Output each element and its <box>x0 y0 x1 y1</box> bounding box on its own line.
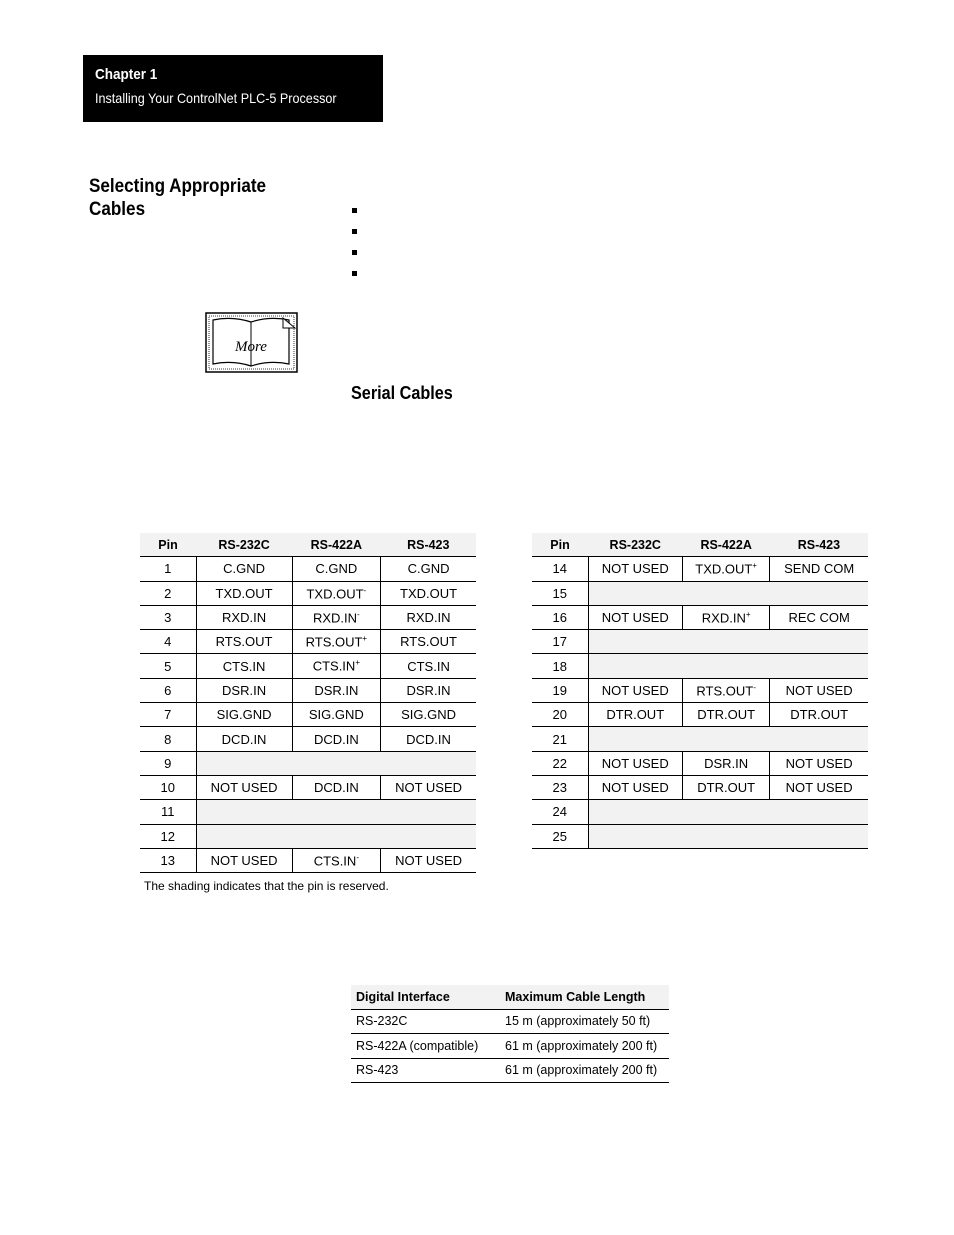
cell-text: RTS.OUT <box>400 634 457 650</box>
cell-text: DCD.IN <box>406 731 451 747</box>
pin-cell: 8 <box>140 727 196 751</box>
table-row <box>140 800 476 824</box>
table-cell <box>683 703 770 727</box>
polarity-mark: - <box>753 682 756 692</box>
table-cell <box>683 775 770 799</box>
table-cell <box>381 848 476 872</box>
pin-cell: 2 <box>140 581 196 605</box>
reserved-cell <box>588 654 868 678</box>
table-row <box>140 727 476 751</box>
table-cell <box>770 751 868 775</box>
table-cell <box>770 557 868 581</box>
table-row <box>532 727 868 751</box>
col-header: RS-232C <box>588 533 683 557</box>
cell-text: RXD.IN <box>701 610 746 626</box>
table-cell <box>381 678 476 702</box>
pin-cell: 11 <box>140 800 196 824</box>
table-row <box>140 703 476 727</box>
table-cell <box>292 848 380 872</box>
chapter-header <box>83 55 383 122</box>
reserved-cell <box>588 800 868 824</box>
table-row <box>140 824 476 848</box>
table-cell: RS-232C <box>351 1009 500 1034</box>
pin-cell: 16 <box>532 605 588 629</box>
cell-text: TXD.OUT <box>695 561 753 577</box>
cell-text: RTS.OUT <box>305 634 363 650</box>
table-cell <box>770 605 868 629</box>
polarity-mark: - <box>357 609 360 619</box>
cell-text: NOT USED <box>601 561 669 577</box>
pin-cell: 12 <box>140 824 196 848</box>
col-header: RS-232C <box>196 533 292 557</box>
cell-text: SEND COM <box>784 561 855 577</box>
cell-text: CTS.IN <box>312 658 356 674</box>
table-row <box>532 581 868 605</box>
table-cell <box>588 751 683 775</box>
col-header: Digital Interface <box>351 985 500 1009</box>
cell-text: DCD.IN <box>313 731 359 747</box>
table-cell <box>292 654 380 678</box>
polarity-mark: + <box>362 634 368 644</box>
cell-text: RXD.IN <box>222 610 267 626</box>
reserved-cell <box>196 800 476 824</box>
polarity-mark: + <box>752 561 758 571</box>
table-row <box>532 775 868 799</box>
cell-text: CTS.IN <box>313 853 357 869</box>
cable-length-table <box>351 985 669 1083</box>
table-row <box>532 630 868 654</box>
cell-text: NOT USED <box>601 610 669 626</box>
table-cell <box>683 751 770 775</box>
cell-text: DSR.IN <box>406 682 451 698</box>
table-cell <box>196 654 292 678</box>
polarity-mark: + <box>355 658 360 668</box>
table-cell <box>292 775 380 799</box>
table-row <box>351 1034 669 1059</box>
table-cell <box>196 703 292 727</box>
cell-text: DTR.OUT <box>790 707 849 723</box>
pin-cell: 6 <box>140 678 196 702</box>
bullet-icon <box>352 229 357 234</box>
table-header-row <box>532 533 868 557</box>
table-cell <box>381 775 476 799</box>
cell-text: DCD.IN <box>313 780 359 796</box>
table-cell <box>196 630 292 654</box>
pin-cell: 10 <box>140 775 196 799</box>
bullet-icon <box>352 208 357 213</box>
table-cell <box>588 775 683 799</box>
table-cell: 61 m (approximately 200 ft) <box>500 1034 669 1059</box>
table-cell <box>588 557 683 581</box>
table-cell <box>196 848 292 872</box>
pin-cell: 15 <box>532 581 588 605</box>
table-cell <box>292 605 380 629</box>
pin-table-left <box>140 533 476 873</box>
pin-cell: 21 <box>532 727 588 751</box>
pin-cell: 5 <box>140 654 196 678</box>
cell-text: TXD.OUT <box>306 585 364 601</box>
cell-text: TXD.OUT <box>215 585 273 601</box>
table-row <box>140 751 476 775</box>
table-cell <box>588 605 683 629</box>
table-row <box>532 824 868 848</box>
table-cell <box>196 678 292 702</box>
table-cell <box>588 678 683 702</box>
table-row <box>140 605 476 629</box>
reserved-cell <box>196 824 476 848</box>
cell-text: NOT USED <box>395 853 462 868</box>
pin-cell: 7 <box>140 703 196 727</box>
table-cell <box>196 557 292 581</box>
cell-text: RTS.OUT <box>215 634 273 650</box>
cell-text: NOT USED <box>601 755 669 771</box>
cell-text: NOT USED <box>785 780 853 796</box>
bullet-icon <box>352 250 357 255</box>
cell-text: C.GND <box>407 561 450 577</box>
table-row <box>532 557 868 581</box>
table-cell <box>292 727 380 751</box>
col-header: RS-422A <box>292 533 380 557</box>
pin-cell: 19 <box>532 678 588 702</box>
pin-cell: 18 <box>532 654 588 678</box>
cell-text: C.GND <box>223 561 265 577</box>
table-cell <box>770 775 868 799</box>
table-cell <box>683 678 770 702</box>
table-row <box>532 751 868 775</box>
reserved-cell <box>196 751 476 775</box>
table-row <box>140 581 476 605</box>
table-cell <box>292 581 380 605</box>
table-cell <box>683 605 770 629</box>
cell-text: C.GND <box>315 561 358 577</box>
more-label: More <box>235 339 267 355</box>
pin-cell: 23 <box>532 775 588 799</box>
cell-text: NOT USED <box>601 682 669 698</box>
cell-text: TXD.OUT <box>400 585 458 601</box>
pin-cell: 9 <box>140 751 196 775</box>
pin-cell: 14 <box>532 557 588 581</box>
cell-text: SIG.GND <box>216 707 272 723</box>
cell-text: NOT USED <box>210 853 278 868</box>
cell-text: NOT USED <box>601 780 669 796</box>
table-row <box>351 1009 669 1034</box>
table-header-row <box>351 985 669 1009</box>
col-header: RS-423 <box>770 533 868 557</box>
col-header: RS-423 <box>381 533 476 557</box>
table-row <box>532 703 868 727</box>
table-row <box>532 654 868 678</box>
polarity-mark: + <box>745 609 751 619</box>
table-cell: RS-422A (compatible) <box>351 1034 500 1059</box>
pin-cell: 24 <box>532 800 588 824</box>
table-cell <box>292 703 380 727</box>
table-row <box>140 654 476 678</box>
pin-cell: 4 <box>140 630 196 654</box>
table-cell <box>196 775 292 799</box>
table-cell <box>588 703 683 727</box>
cell-text: RXD.IN <box>312 610 358 626</box>
table-cell <box>292 630 380 654</box>
cell-text: DTR.OUT <box>606 707 665 723</box>
reserved-cell <box>588 581 868 605</box>
table-cell <box>292 557 380 581</box>
pin-cell: 1 <box>140 557 196 581</box>
table-row <box>140 775 476 799</box>
cell-text: RXD.IN <box>406 610 451 626</box>
cell-text: DSR.IN <box>314 682 359 698</box>
serial-cables-heading: Serial Cables <box>351 383 453 403</box>
table-cell <box>381 654 476 678</box>
cell-text: DCD.IN <box>221 731 267 747</box>
cell-text: NOT USED <box>210 780 278 796</box>
chapter-subtitle: Installing Your ControlNet PLC-5 Processor <box>95 90 337 106</box>
reserved-cell <box>588 630 868 654</box>
polarity-mark: - <box>356 852 359 862</box>
pin-cell: 17 <box>532 630 588 654</box>
table-cell: 15 m (approximately 50 ft) <box>500 1009 669 1034</box>
shading-note: The shading indicates that the pin is reserved. <box>144 879 389 893</box>
table-row <box>351 1058 669 1083</box>
reserved-cell <box>588 727 868 751</box>
reserved-cell <box>588 824 868 848</box>
col-header: Pin <box>140 533 196 557</box>
table-cell <box>770 703 868 727</box>
pin-cell: 3 <box>140 605 196 629</box>
table-row <box>140 630 476 654</box>
more-book-icon <box>205 312 298 373</box>
table-cell <box>381 630 476 654</box>
cell-text: NOT USED <box>785 682 853 698</box>
bullet-list <box>352 208 357 292</box>
cell-text: NOT USED <box>785 755 853 771</box>
cell-text: CTS.IN <box>222 658 266 674</box>
table-cell <box>196 581 292 605</box>
pin-cell: 25 <box>532 824 588 848</box>
polarity-mark: - <box>363 585 367 595</box>
pin-cell: 22 <box>532 751 588 775</box>
col-header: Maximum Cable Length <box>500 985 669 1009</box>
table-cell <box>381 581 476 605</box>
pin-cell: 13 <box>140 848 196 872</box>
pin-table-right <box>532 533 868 849</box>
cell-text: DTR.OUT <box>697 780 756 796</box>
cell-text: SIG.GND <box>308 707 364 723</box>
table-cell <box>292 678 380 702</box>
cell-text: DSR.IN <box>222 682 267 698</box>
table-cell <box>770 678 868 702</box>
cell-text: REC COM <box>788 610 850 626</box>
table-row <box>140 678 476 702</box>
table-header-row <box>140 533 476 557</box>
table-cell <box>381 703 476 727</box>
table-cell: RS-423 <box>351 1058 500 1083</box>
chapter-number: Chapter 1 <box>95 66 158 83</box>
table-cell <box>683 557 770 581</box>
bullet-icon <box>352 271 357 276</box>
table-cell <box>196 605 292 629</box>
cell-text: SIG.GND <box>401 707 456 723</box>
table-row <box>532 800 868 824</box>
table-cell <box>381 605 476 629</box>
cell-text: DSR.IN <box>704 755 749 771</box>
table-row <box>532 678 868 702</box>
table-row <box>140 848 476 872</box>
pin-cell: 20 <box>532 703 588 727</box>
cell-text: DTR.OUT <box>697 707 756 723</box>
section-title: Selecting Appropriate Cables <box>89 176 267 220</box>
cell-text: CTS.IN <box>407 658 450 674</box>
table-cell <box>381 727 476 751</box>
cell-text: NOT USED <box>395 780 462 796</box>
table-row <box>140 557 476 581</box>
table-cell <box>196 727 292 751</box>
table-row <box>532 605 868 629</box>
col-header: Pin <box>532 533 588 557</box>
cell-text: RTS.OUT <box>696 683 754 699</box>
table-cell <box>381 557 476 581</box>
table-cell: 61 m (approximately 200 ft) <box>500 1058 669 1083</box>
col-header: RS-422A <box>683 533 770 557</box>
